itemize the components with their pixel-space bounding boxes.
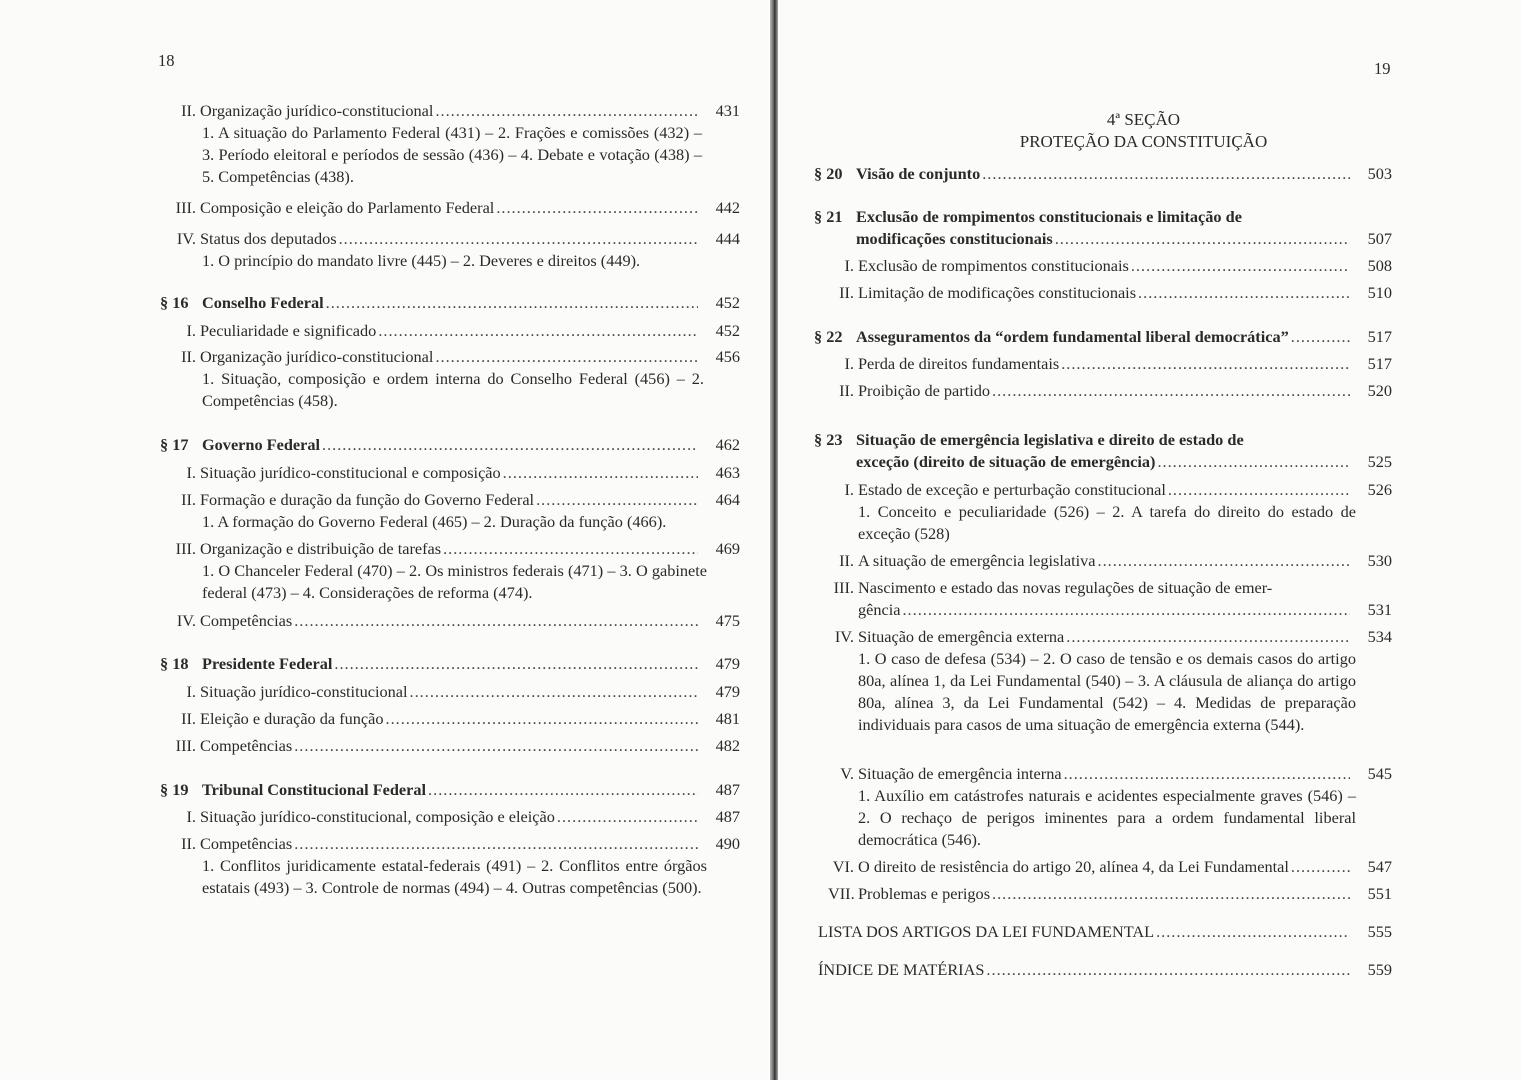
entry-page: 508: [1367, 256, 1392, 275]
entry-label: LISTA DOS ARTIGOS DA LEI FUNDAMENTAL: [818, 922, 1155, 941]
entry-page: 510: [1367, 283, 1392, 302]
entry-mark: II.: [181, 101, 196, 120]
entry-mark: I.: [186, 463, 196, 482]
entry-label-cont: gência: [858, 600, 901, 619]
entry-label: Situação de emergência interna: [858, 764, 1062, 783]
entry-page: 520: [1367, 381, 1392, 400]
toc-entry: [828, 883, 1392, 905]
entry-subtopics: 1. O Chanceler Federal (470) – 2. Os ministros federais (471) – 3. O gabinete federal (473) – 4. Considerações de reforma (474).: [202, 561, 707, 602]
entry-mark: II.: [181, 490, 196, 509]
entry-subtopics: 1. O caso de defesa (534) – 2. O caso de tensão e os demais casos do artigo 80a, alínea 1, da Lei Fundamental (540) – 3. A cláusula de aliança do artigo 80a, alínea 3, da Lei Fundamental (542) – 4. Medidas de preparação individuais para casos de uma situação de emergência externa (544).: [858, 649, 1356, 734]
entry-page: 531: [1367, 600, 1392, 619]
entry-subtopics: 1. A formação do Governo Federal (465) – 2. Duração da função (466).: [202, 512, 667, 531]
entry-mark: III.: [175, 198, 196, 217]
page-number-right: 19: [1374, 59, 1391, 78]
section-title: Visão de conjunto: [856, 164, 981, 183]
toc-entry-indice: [818, 959, 1392, 981]
entry-page: 547: [1367, 857, 1392, 876]
entry-label: A situação de emergência legislativa: [858, 551, 1096, 570]
section-title: Presidente Federal: [202, 654, 333, 673]
entry-label: Formação e duração da função do Governo Federal: [200, 490, 535, 509]
entry-page: 464: [715, 490, 740, 509]
entry-page: 534: [1367, 627, 1392, 646]
section-symbol: § 19: [160, 780, 189, 799]
entry-mark: I.: [186, 321, 196, 340]
entry-page: 452: [715, 293, 740, 312]
section-title: Asseguramentos da “ordem fundamental liberal democrática”: [856, 327, 1289, 346]
entry-label: Eleição e duração da função: [200, 709, 384, 728]
entry-page: 545: [1367, 764, 1392, 783]
entry-mark: II.: [181, 834, 196, 853]
entry-mark: I.: [844, 256, 854, 275]
entry-mark: IV.: [176, 229, 196, 248]
section-heading: [160, 779, 740, 801]
entry-label: Exclusão de rompimentos constitucionais: [858, 256, 1129, 275]
entry-page: 487: [715, 780, 740, 799]
entry-page: 482: [715, 736, 740, 755]
entry-mark: II.: [839, 283, 854, 302]
entry-mark: II.: [839, 381, 854, 400]
entry-mark: III.: [175, 539, 196, 558]
entry-mark: I.: [186, 807, 196, 826]
entry-page: 517: [1367, 327, 1392, 346]
entry-mark: II.: [181, 347, 196, 366]
toc-entry: [170, 346, 740, 412]
section-heading: [814, 429, 1392, 473]
entry-label: Problemas e perigos: [858, 884, 991, 903]
section-title-cont: modificações constitucionais: [856, 229, 1053, 248]
entry-label: Competências: [200, 611, 293, 630]
entry-label: O direito de resistência do artigo 20, alínea 4, da Lei Fundamental: [858, 857, 1289, 876]
entry-label: Competências: [200, 736, 293, 755]
section-symbol: § 16: [160, 293, 189, 312]
entry-page: 503: [1367, 164, 1392, 183]
entry-page: 526: [1367, 480, 1392, 499]
entry-label: Nascimento e estado das novas regulações de situação de emer-: [858, 578, 1273, 597]
section-heading: [160, 653, 740, 675]
entry-page: 487: [715, 807, 740, 826]
entry-label: Competências: [200, 834, 293, 853]
entry-mark: V.: [840, 764, 854, 783]
section-subtitle: PROTEÇÃO DA CONSTITUIÇÃO: [1019, 132, 1268, 151]
entry-subtopics: 1. Auxílio em catástrofes naturais e acidentes especialmente graves (546) – 2. O rechaço de perigos iminentes para a ordem fundamental liberal democrática (546).: [858, 786, 1356, 849]
entry-subtopics: 1. Conceito e peculiaridade (526) – 2. A tarefa do direito do estado de exceção (528): [858, 502, 1356, 543]
entry-mark: II.: [839, 551, 854, 570]
entry-page: 431: [715, 101, 740, 120]
toc-entry: [170, 462, 740, 484]
toc-entry: [828, 353, 1392, 375]
toc-entry: [170, 708, 740, 730]
entry-page: 479: [715, 682, 740, 701]
entry-mark: VII.: [828, 884, 855, 903]
toc-entry: [170, 610, 740, 632]
section-title-cont: exceção (direito de situação de emergência): [856, 452, 1156, 471]
section-symbol: § 17: [160, 435, 189, 454]
entry-label: Organização jurídico-constitucional: [200, 101, 434, 120]
entry-page: 475: [715, 611, 740, 630]
entry-label: Composição e eleição do Parlamento Federal: [200, 198, 495, 217]
toc-entry: [170, 320, 740, 342]
toc-entry: [828, 763, 1392, 851]
section-title: Exclusão de rompimentos constitucionais e limitação de: [856, 207, 1242, 226]
entry-subtopics: 1. A situação do Parlamento Federal (431) – 2. Frações e comissões (432) – 3. Período eleitoral e períodos de sessão (436) – 4. Debate e votação (438) – 5. Competências (438).: [202, 123, 702, 186]
entry-label: Situação jurídico-constitucional: [200, 682, 408, 701]
entry-page: 481: [715, 709, 740, 728]
section-title: Tribunal Constitucional Federal: [202, 780, 427, 799]
entry-page: 452: [715, 321, 740, 340]
toc-entry: [828, 577, 1392, 621]
toc-entry: [170, 806, 740, 828]
entry-label: Organização jurídico-constitucional: [200, 347, 434, 366]
toc-entry: [170, 100, 740, 188]
section-symbol: § 20: [814, 164, 843, 183]
section-symbol: § 22: [814, 327, 843, 346]
toc-entry: [170, 681, 740, 703]
entry-page: 555: [1367, 922, 1392, 941]
entry-label: Perda de direitos fundamentais: [858, 354, 1060, 373]
toc-entry: [828, 856, 1392, 878]
right-page: [778, 0, 1521, 1080]
toc-entry: [828, 255, 1392, 277]
entry-mark: II.: [181, 709, 196, 728]
toc-entry: [170, 538, 740, 604]
entry-page: 551: [1367, 884, 1392, 903]
entry-mark: III.: [175, 736, 196, 755]
section-title: 4ª SEÇÃO: [1106, 110, 1181, 129]
section-title: Situação de emergência legislativa e direito de estado de: [856, 430, 1244, 449]
toc-entry: [170, 833, 740, 899]
toc-entry-lista: [818, 921, 1392, 943]
entry-label: Organização e distribuição de tarefas: [200, 539, 442, 558]
section-title: Governo Federal: [202, 435, 321, 454]
entry-page: 462: [715, 435, 740, 454]
toc-entry: [170, 228, 740, 272]
toc-entry: [828, 550, 1392, 572]
entry-page: 479: [715, 654, 740, 673]
toc-entry: [170, 197, 740, 219]
entry-label: Estado de exceção e perturbação constitucional: [858, 480, 1166, 499]
entry-label: Situação jurídico-constitucional, composição e eleição: [200, 807, 555, 826]
entry-mark: I.: [844, 354, 854, 373]
toc-entry: [170, 735, 740, 757]
section-symbol: § 23: [814, 430, 843, 449]
entry-label: ÍNDICE DE MATÉRIAS: [818, 960, 985, 979]
entry-mark: IV.: [834, 627, 854, 646]
entry-label: Situação de emergência externa: [858, 627, 1065, 646]
entry-page: 530: [1367, 551, 1392, 570]
toc-entry: [828, 479, 1392, 545]
entry-page: 469: [715, 539, 740, 558]
entry-mark: VI.: [832, 857, 854, 876]
section-heading: [814, 206, 1392, 250]
section-symbol: § 18: [160, 654, 189, 673]
entry-page: 559: [1367, 960, 1392, 979]
entry-page: 463: [715, 463, 740, 482]
entry-mark: IV.: [176, 611, 196, 630]
section-heading: [814, 163, 1392, 185]
toc-entry: [828, 380, 1392, 402]
entry-label: Limitação de modificações constitucionais: [858, 283, 1137, 302]
entry-mark: III.: [833, 578, 854, 597]
entry-label: Situação jurídico-constitucional e composição: [200, 463, 501, 482]
page-number-left: 18: [158, 51, 175, 70]
toc-entry: [170, 489, 740, 533]
entry-mark: I.: [844, 480, 854, 499]
entry-page: 507: [1367, 229, 1392, 248]
section-title: Conselho Federal: [202, 293, 324, 312]
entry-subtopics: 1. O princípio do mandato livre (445) – 2. Deveres e direitos (449).: [202, 251, 641, 270]
entry-page: 444: [715, 229, 740, 248]
toc-entry: [828, 626, 1392, 736]
entry-page: 517: [1367, 354, 1392, 373]
toc-entry: [828, 282, 1392, 304]
entry-label: Proibição de partido: [858, 381, 991, 400]
entry-label: Status dos deputados: [200, 229, 337, 248]
entry-subtopics: 1. Conflitos juridicamente estatal-federais (491) – 2. Conflitos entre órgãos estatais (493) – 3. Controle de normas (494) – 4. Outras competências (500).: [202, 856, 707, 897]
entry-page: 490: [715, 834, 740, 853]
section-symbol: § 21: [814, 207, 843, 226]
entry-page: 442: [715, 198, 740, 217]
section-heading: [160, 434, 740, 456]
entry-mark: I.: [186, 682, 196, 701]
entry-page: 525: [1367, 452, 1392, 471]
section-heading: [160, 292, 740, 314]
section-heading: [814, 326, 1392, 348]
entry-label: Peculiaridade e significado: [200, 321, 377, 340]
entry-subtopics: 1. Situação, composição e ordem interna do Conselho Federal (456) – 2. Competências (458).: [202, 369, 704, 410]
entry-page: 456: [715, 347, 740, 366]
